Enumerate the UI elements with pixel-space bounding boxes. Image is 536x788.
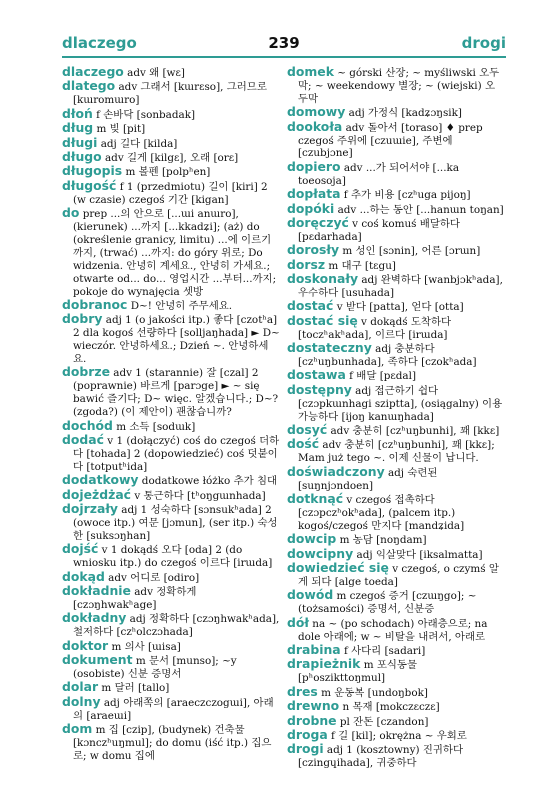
dictionary-entry [287, 438, 505, 465]
dictionary-entry [62, 612, 280, 639]
entry-definition: adj 숙련된 [suŋnjɔndoen] [298, 466, 438, 492]
entry-definition: adj 1 (o jakości itp.) 좋다 [czotʰa] 2 dla kogoś 선량하다 [solljaŋhada] ► D~ wieczór. 안녕하세요.; Dzień ~. 안녕하세요. [73, 314, 280, 366]
entry-headword: dom [62, 721, 93, 736]
entry-definition: f 사다리 [sadari] [340, 645, 426, 658]
left-column [62, 66, 280, 763]
entry-definition: m 성인 [sɔnin], 어른 [ɔrɯn] [339, 245, 481, 258]
dictionary-entry [287, 342, 505, 369]
entry-definition: na ~ (po schodach) 아래층으로; na dole 아래에; w ~ 비탈을 내려서, 아래로 [298, 617, 488, 643]
entry-definition: adv 충분히 [czʰuŋbunhi], 꽤 [kkɛ] [327, 425, 500, 438]
page-number: 239 [268, 34, 300, 52]
entry-definition: prep ...의 안으로 [...ɯi anɯro], (kierunek) ...까지 [...kkadʑi]; (aż) do (określenie granicy, limitu) ...에 이르기까지, (trwać) ...까지: do góry 위로; Do widzenia. 안녕히 계세요., 안녕히 가세요.; otwarte od... do... 영업시간 ...부터...까지; pokoje do wynajęcia 셋방 [73, 208, 277, 298]
entry-definition: m 의사 [ɯisa] [108, 640, 181, 653]
dictionary-entry [287, 381, 505, 424]
dictionary-entry [62, 543, 280, 570]
dictionary-entry [62, 80, 280, 107]
entry-headword: dokument [62, 651, 133, 667]
entry-headword: dowcip [287, 531, 337, 547]
entry-headword: droga [287, 727, 328, 742]
entry-definition: adv 1 (starannie) 잘 [czal] 2 (poprawnie) 바르게 [parɔge] ► ~ się bawić 즐기다; D~ więc. 알겠습니다.; D~? (zgoda?) (이 제안이) 괜찮습니까? [73, 367, 279, 419]
entry-headword: dostateczny [287, 340, 372, 356]
entry-headword: drogi [287, 741, 324, 757]
entry-definition: pl 잔돈 [czandon] [336, 715, 429, 728]
entry-headword: doświadczony [287, 463, 385, 479]
entry-definition: v dokądś 도착하다 [toczʰakʰada], 이르다 [irɯda] [298, 315, 452, 341]
entry-definition: adv 그래서 [kɯrɛso], 그러므로 [kɯromɯro] [73, 81, 267, 107]
entry-headword: dookoła [287, 118, 343, 134]
entry-headword: dojrzały [62, 501, 118, 516]
entry-definition: v czegoś 접촉하다 [czɔpczʰokʰada], (palcem itp.) kogoś/czegoś 만지다 [mandʑida] [298, 494, 465, 532]
dictionary-entry [62, 651, 280, 681]
dictionary-entry [287, 424, 505, 438]
entry-headword: dłoń [62, 105, 93, 121]
entry-headword: dostać się [287, 312, 358, 328]
entry-headword: dobry [62, 311, 103, 327]
entry-headword: drobne [287, 712, 337, 728]
entry-headword: drabina [287, 642, 341, 658]
entry-definition: adv 길게 [kilgɛ], 오래 [orɛ] [101, 151, 239, 164]
entry-definition: m 볼펜 [polpʰen] [122, 166, 211, 179]
entry-definition: f 배달 [pɛdal] [345, 370, 416, 383]
entry-headword: dochód [62, 417, 113, 433]
entry-headword: dopóki [287, 200, 335, 216]
entry-definition: f 1 (przedmiotu) 길이 [kiri] 2 (w czasie) czegoś 기간 [kigan] [73, 180, 268, 206]
entry-headword: dlaczego [62, 64, 124, 79]
dictionary-entry [62, 313, 280, 366]
dictionary-entry [287, 562, 505, 589]
dictionary-entry [62, 693, 280, 723]
dictionary-entry [287, 273, 505, 300]
entry-headword: długopis [62, 163, 123, 179]
entry-headword: dolar [62, 679, 99, 695]
entry-headword: domowy [287, 104, 346, 120]
page-header [62, 34, 506, 52]
entry-definition: m 포식동물 [pʰoszikttoŋmul] [298, 659, 417, 685]
entry-headword: doktor [62, 637, 109, 653]
entry-headword: dorosły [287, 242, 340, 258]
dictionary-entry [62, 723, 280, 763]
entry-headword: dojeżdżać [62, 486, 132, 502]
entry-definition: v 1 dokądś 오다 [oda] 2 (do wniosku itp.) do czegoś 이르다 [irɯda] [73, 544, 273, 570]
dictionary-entry [62, 582, 280, 612]
entry-headword: dobrze [62, 364, 110, 380]
entry-headword: dopiero [287, 158, 341, 174]
right-column [287, 66, 505, 771]
entry-headword: dowiedzieć się [287, 560, 389, 576]
entry-headword: dosyć [287, 422, 328, 438]
entry-definition: m 빚 [pit] [93, 123, 146, 136]
dictionary-entry [287, 493, 505, 533]
entry-definition: m 집 [czip], (budynek) 건축물 [kɔnczʰuŋmul]; do domu (iść itp.) 집으로; w domu 집에 [73, 724, 272, 762]
entry-headword: dostępny [287, 381, 352, 397]
entry-definition: v czegoś, o czymś 알게 되다 [alge toeda] [298, 563, 499, 589]
dictionary-entry [62, 503, 280, 543]
entry-definition: n 목재 [mokczɛczɛ] [339, 701, 440, 714]
entry-definition: adv 어디로 [odiro] [104, 571, 200, 584]
entry-headword: długo [62, 148, 102, 164]
entry-headword: dobranoc [62, 296, 128, 312]
entry-headword: długość [62, 177, 117, 193]
entry-headword: dopłata [287, 186, 341, 202]
entry-definition: m 농담 [noŋdam] [336, 534, 427, 547]
dictionary-entry [287, 214, 505, 244]
entry-definition: adv 정확하게 [czɔŋhwakʰage] [73, 585, 197, 611]
entry-definition: adv 왜 [wɛ] [123, 67, 185, 79]
entry-headword: dość [287, 436, 320, 452]
entry-headword: dlatego [62, 78, 116, 94]
entry-definition: adj 아래쪽의 [araeczczogɯi], 아래의 [araeɯi] [73, 696, 274, 722]
entry-headword: długi [62, 134, 98, 150]
entry-headword: drapieżnik [287, 656, 361, 672]
entry-definition: m 문서 [munso]; ~y (osobiste) 신분 증명서 [73, 654, 237, 680]
entry-headword: doskonały [287, 271, 359, 287]
guide-word-left: dlaczego [62, 34, 137, 52]
entry-definition: adj 1 성숙하다 [sɔnsukʰada] 2 (owoce itp.) 여문 [jɔmun], (ser itp.) 숙성한 [suksɔŋhan] [73, 504, 278, 542]
entry-definition: m 대구 [tɛgu] [325, 259, 396, 272]
entry-headword: dokładny [62, 610, 127, 626]
entry-definition: adj 완벽하다 [wanbjɔkʰada], 우수하다 [usuhada] [298, 274, 503, 299]
entry-definition: v 1 (dołączyć) coś do czegoś 더하다 [tohada] 2 (dopowiedzieć) coś 덧붙이다 [totputʰida] [73, 434, 280, 473]
entry-definition: adj 길다 [kilda] [97, 137, 178, 150]
entry-definition: f 손바닥 [sonbadak] [92, 108, 196, 121]
dictionary-entry [62, 431, 280, 474]
entry-definition: m 달러 [tallo] [98, 682, 170, 695]
entry-definition: adv 충분히 [czʰuŋbunhi], 꽤 [kkɛ]; Mam już tego ~. 이제 신물이 납니다. [298, 439, 495, 465]
guide-word-right: drogi [461, 34, 506, 52]
dictionary-entry [62, 177, 280, 207]
entry-definition: v 통근하다 [tʰoŋgɯnhada] [131, 489, 266, 502]
dictionary-entry [287, 614, 505, 644]
entry-definition: dodatkowe łóżko 추가 침대 [138, 475, 278, 488]
entry-headword: doręczyć [287, 214, 349, 230]
dictionary-entry [287, 743, 505, 770]
entry-headword: dres [287, 683, 318, 699]
dictionary-entry [287, 158, 505, 188]
entry-definition: D~! 안녕히 주무세요. [127, 299, 233, 312]
entry-definition: adj 익살맞다 [iksalmatta] [353, 548, 483, 561]
entry-definition: adj 정확하다 [czɔŋhwakʰada], 철저하다 [czʰolczɔhada] [73, 613, 280, 639]
entry-headword: dotknąć [287, 491, 344, 507]
dictionary-entry [287, 66, 505, 106]
entry-definition: adj 가정식 [kadʑɔŋsik] [345, 107, 462, 120]
entry-definition: f 추가 비용 [czʰuga pijoŋ] [340, 189, 471, 202]
dictionary-entry [287, 463, 505, 493]
entry-headword: dorsz [287, 256, 326, 272]
entry-definition: adj 1 (kosztowny) 진귀하다 [czingɥihada], 귀중하다 [298, 744, 464, 770]
entry-definition: adv ...가 되어서야 [...ka toeosoja] [298, 161, 460, 187]
entry-headword: dostać [287, 298, 334, 314]
entry-headword: drewno [287, 698, 340, 714]
entry-definition: v coś komuś 배달하다 [pɛdarhada] [298, 217, 460, 243]
entry-headword: domek [287, 64, 334, 79]
entry-headword: dowcipny [287, 545, 354, 561]
entry-definition: v 받다 [patta], 얻다 [otta] [333, 301, 464, 314]
entry-headword: dokładnie [62, 582, 131, 598]
entry-headword: dowód [287, 587, 334, 603]
entry-headword: dodatkowy [62, 472, 139, 488]
entry-headword: dodać [62, 431, 104, 447]
dictionary-entry [287, 118, 505, 161]
entry-headword: dokąd [62, 568, 105, 584]
entry-definition: adv 돌아서 [toraso] ♦ prep czegoś 주위에 [czuɯie], 주변에 [czubjɔne] [298, 121, 483, 160]
entry-headword: dolny [62, 693, 101, 709]
entry-definition: adj 충분하다 [czʰuŋbunhada], 족하다 [czokʰada] [298, 343, 477, 369]
entry-definition: adj 접근하기 쉽다 [czɔpkɯnhagi sziptta], (osiągalny) 이용 가능하다 [ijoŋ kanɯŋhada] [298, 384, 503, 423]
entry-headword: dojść [62, 541, 99, 557]
dictionary-entry [287, 589, 505, 616]
entry-definition: f 길 [kil]; okrężna ~ 우회로 [327, 730, 467, 742]
dictionary-entry [62, 105, 280, 122]
entry-definition: m czegoś 증거 [czɯŋgo]; ~ (tożsamości) 증명서, 신분증 [298, 590, 477, 616]
entry-headword: do [62, 205, 80, 221]
dictionary-entry [62, 366, 280, 419]
entry-definition: ~ górski 산장; ~ myśliwski 오두막; ~ weekendowy 별장; ~ (wiejski) 오두막 [298, 67, 500, 105]
entry-definition: m 운동복 [undoŋbok] [317, 686, 428, 699]
entry-headword: dług [62, 120, 94, 136]
entry-definition: m 소득 [sodɯk] [112, 420, 196, 433]
entry-headword: dostawa [287, 367, 346, 383]
dictionary-entry [287, 658, 505, 685]
entry-definition: adv ...하는 동안 [...hanɯn toŋan] [334, 203, 504, 216]
dictionary-entry [287, 312, 505, 342]
header-rule [62, 56, 506, 58]
dictionary-entry [62, 207, 280, 298]
entry-headword: dół [287, 614, 309, 630]
